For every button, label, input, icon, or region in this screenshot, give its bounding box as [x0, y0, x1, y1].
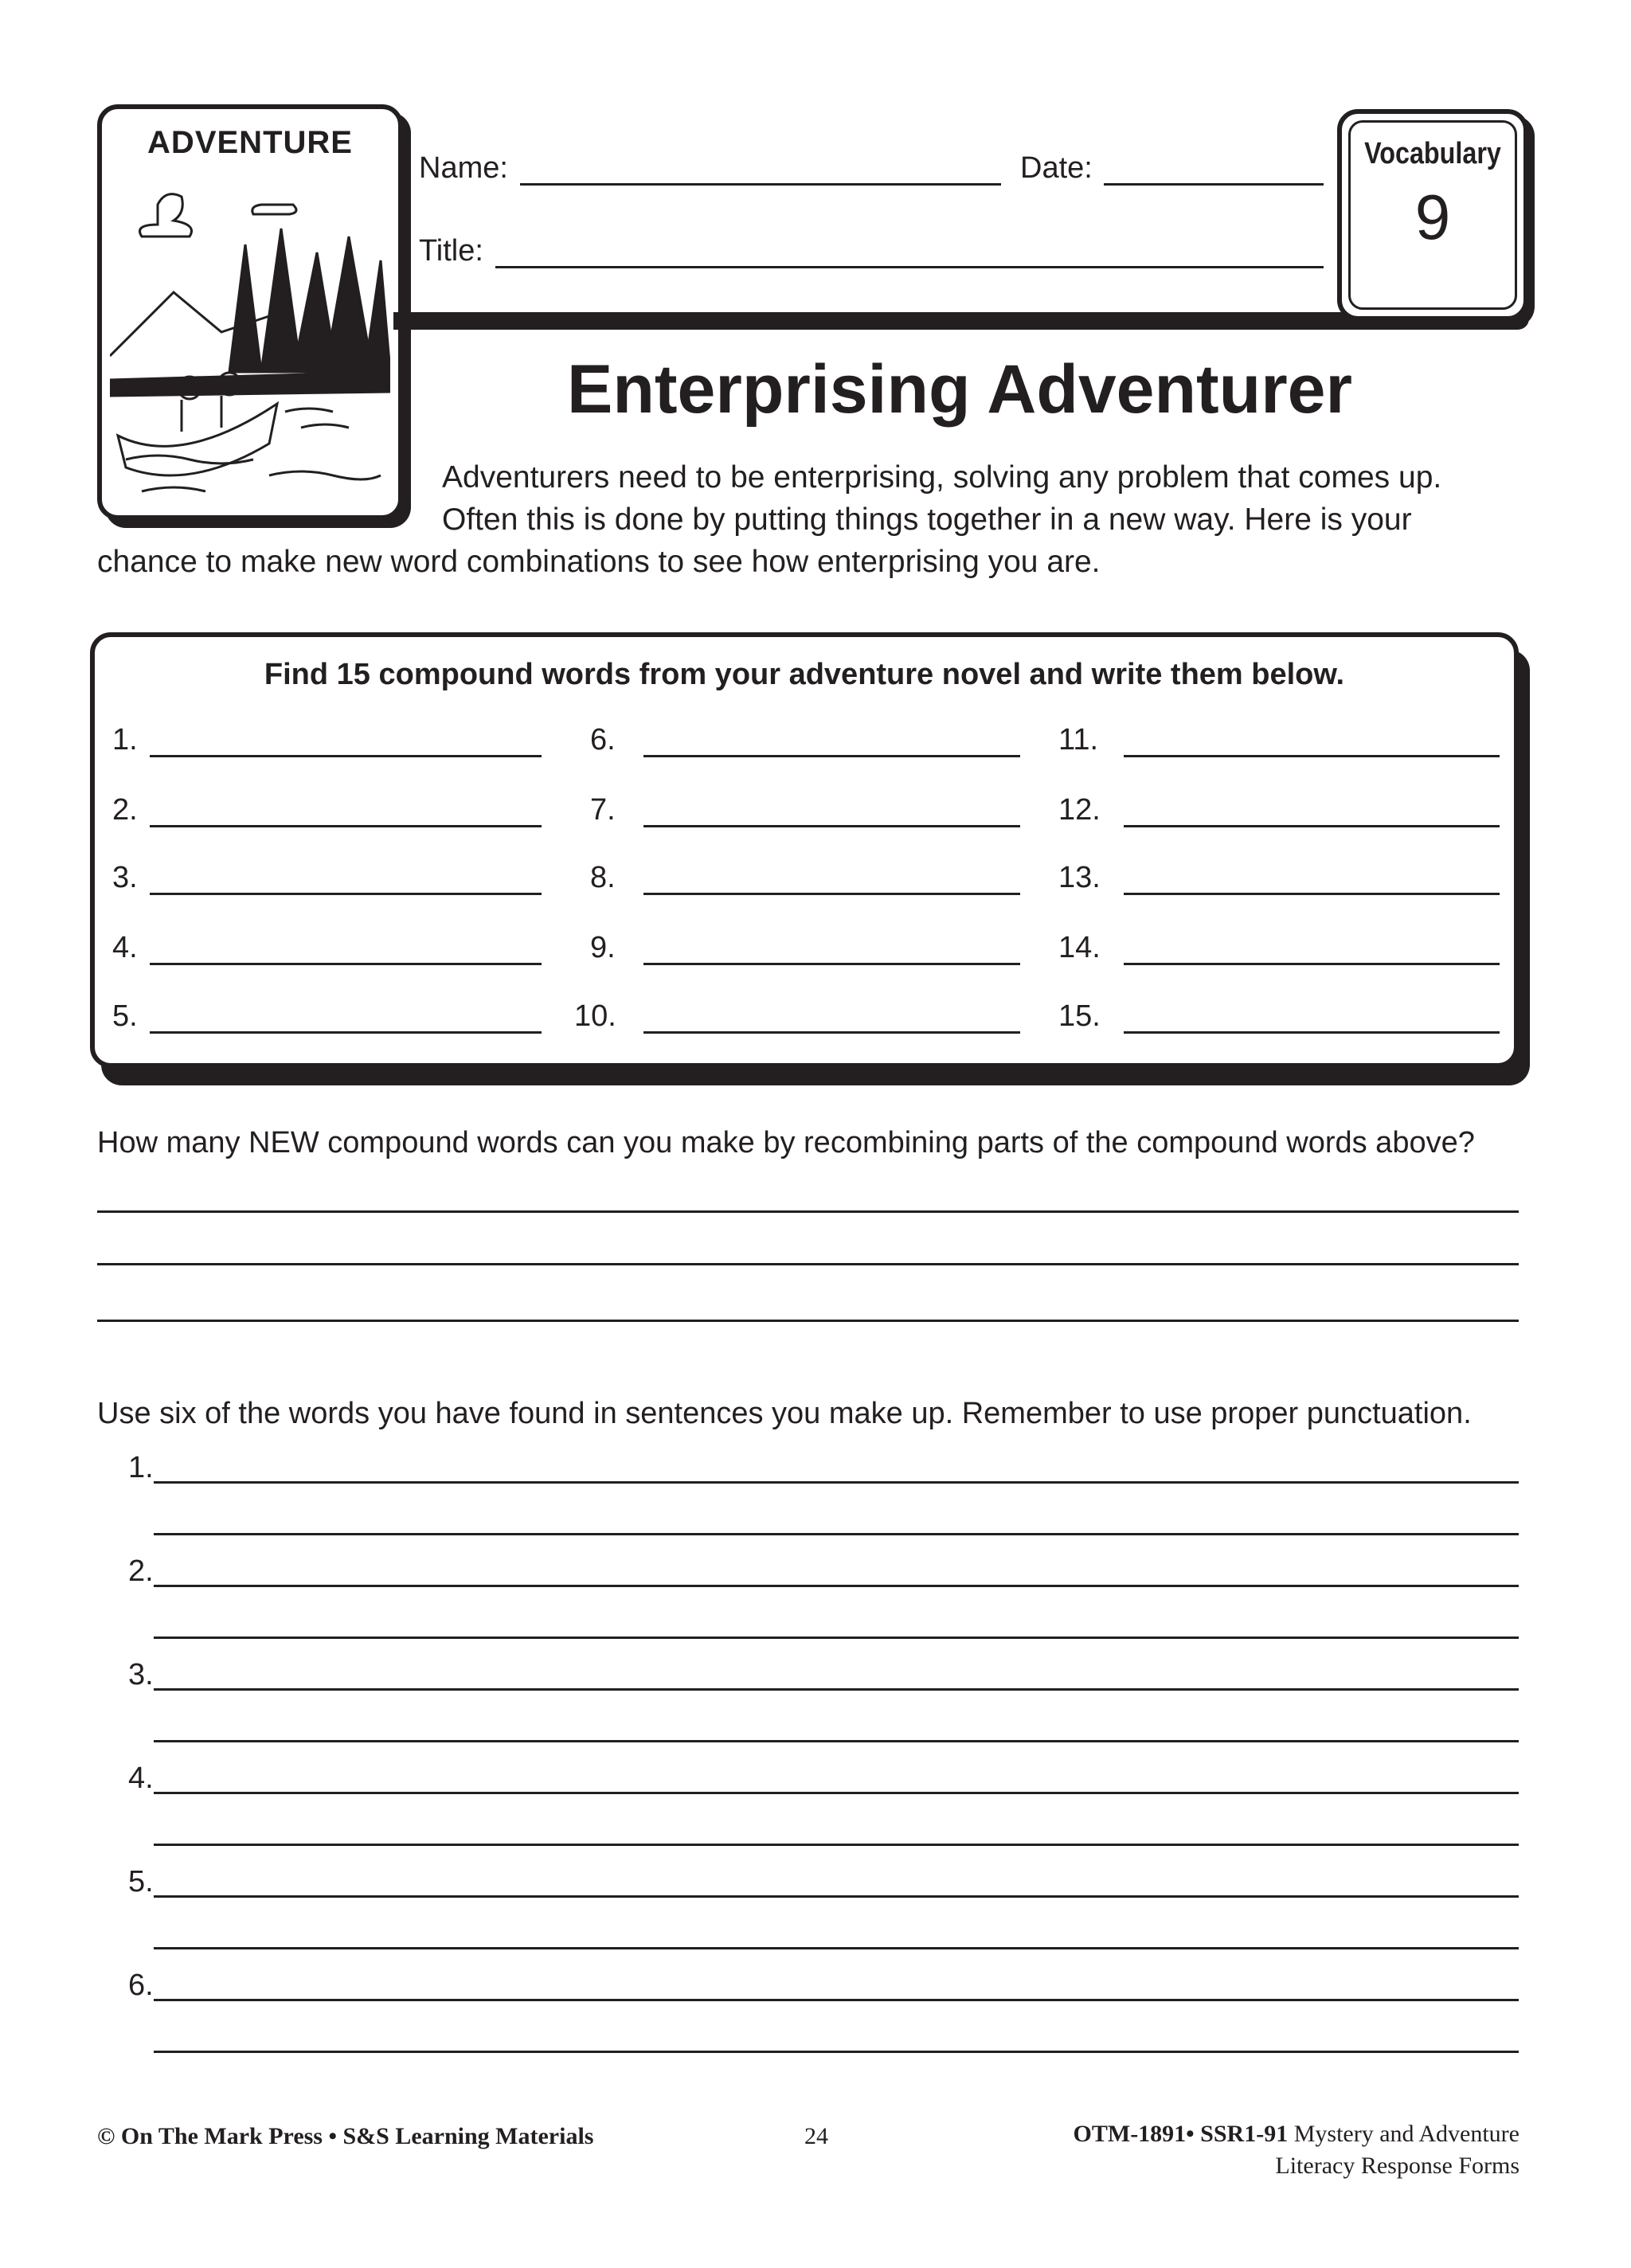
- card-label: ADVENTURE: [147, 125, 353, 160]
- compound-word-field[interactable]: [643, 755, 1020, 757]
- sentence-line[interactable]: [154, 1585, 1519, 1587]
- compound-word-field[interactable]: [643, 1031, 1020, 1034]
- sentence-line[interactable]: [154, 1740, 1519, 1742]
- sentence-line[interactable]: [154, 1844, 1519, 1846]
- word-number: 6.: [590, 723, 616, 757]
- question-recombine: How many NEW compound words can you make by recombining parts of the compound words above?: [97, 1126, 1475, 1159]
- footer-copyright: © On The Mark Press • S&S Learning Materials: [97, 2123, 594, 2149]
- answer-line[interactable]: [97, 1320, 1519, 1322]
- sentence-number: 4.: [128, 1762, 154, 1795]
- sentence-line[interactable]: [154, 1481, 1519, 1484]
- word-number: 8.: [590, 861, 616, 894]
- word-number: 3.: [112, 861, 138, 894]
- name-label: Name:: [419, 151, 508, 185]
- title-field[interactable]: [495, 266, 1324, 268]
- title-label: Title:: [419, 234, 483, 268]
- sentence-line[interactable]: [154, 1688, 1519, 1691]
- adventure-card: [97, 104, 403, 520]
- sentence-line[interactable]: [154, 1999, 1519, 2001]
- word-number: 14.: [1058, 931, 1101, 964]
- intro-line-2: Often this is done by putting things together in a new way. Here is your: [442, 502, 1412, 537]
- word-number: 10.: [574, 999, 616, 1033]
- question-sentences: Use six of the words you have found in sentences you make up. Remember to use proper punctuation.: [97, 1397, 1472, 1430]
- word-number: 12.: [1058, 793, 1101, 827]
- compound-word-field[interactable]: [643, 893, 1020, 895]
- page-number: 24: [804, 2123, 828, 2149]
- compound-word-field[interactable]: [150, 1031, 542, 1034]
- word-number: 11.: [1058, 723, 1099, 757]
- word-number: 7.: [590, 793, 616, 827]
- intro-line-3: chance to make new word combinations to see how enterprising you are.: [97, 545, 1101, 579]
- date-label: Date:: [1020, 151, 1093, 185]
- badge-label: Vocabulary: [1364, 137, 1501, 170]
- badge-number: 9: [1414, 182, 1451, 252]
- footer-series: [1074, 2121, 1520, 2148]
- compound-word-field[interactable]: [150, 893, 542, 895]
- compound-word-field[interactable]: [1124, 755, 1500, 757]
- word-number: 9.: [590, 931, 616, 964]
- word-number: 4.: [112, 931, 138, 964]
- answer-line[interactable]: [97, 1263, 1519, 1265]
- vocabulary-badge: [1337, 109, 1528, 321]
- sentence-line[interactable]: [154, 1895, 1519, 1898]
- sentence-number: 3.: [128, 1658, 154, 1691]
- date-field[interactable]: [1104, 183, 1324, 186]
- word-number: 13.: [1058, 861, 1101, 894]
- sentence-number: 6.: [128, 1969, 154, 2002]
- sentence-line[interactable]: [154, 1792, 1519, 1794]
- compound-word-field[interactable]: [643, 963, 1020, 965]
- compound-word-field[interactable]: [150, 755, 542, 757]
- footer-series-title: Mystery and Adventure: [1288, 2121, 1520, 2147]
- sentence-line[interactable]: [154, 1947, 1519, 1949]
- canoe-illustration: [110, 173, 390, 507]
- compound-words-box: [90, 632, 1519, 1068]
- compound-word-field[interactable]: [150, 963, 542, 965]
- footer-series-line2: Literacy Response Forms: [1275, 2153, 1520, 2179]
- word-number: 2.: [112, 793, 138, 827]
- sentence-line[interactable]: [154, 2051, 1519, 2053]
- compound-word-field[interactable]: [1124, 963, 1500, 965]
- intro-line-1: Adventurers need to be enterprising, solving any problem that comes up.: [442, 460, 1442, 495]
- sentence-line[interactable]: [154, 1533, 1519, 1535]
- word-number: 15.: [1058, 999, 1101, 1033]
- box-heading: Find 15 compound words from your adventure novel and write them below.: [264, 658, 1345, 691]
- compound-word-field[interactable]: [1124, 825, 1500, 827]
- word-number: 1.: [112, 723, 138, 757]
- sentence-number: 5.: [128, 1865, 154, 1898]
- sentence-number: 2.: [128, 1554, 154, 1588]
- sentence-number: 1.: [128, 1451, 154, 1484]
- compound-word-field[interactable]: [1124, 893, 1500, 895]
- word-number: 5.: [112, 999, 138, 1033]
- compound-word-field[interactable]: [1124, 1031, 1500, 1034]
- name-field[interactable]: [520, 183, 1001, 186]
- compound-word-field[interactable]: [150, 825, 542, 827]
- answer-line[interactable]: [97, 1210, 1519, 1213]
- compound-word-field[interactable]: [643, 825, 1020, 827]
- sentence-line[interactable]: [154, 1636, 1519, 1639]
- page-title: Enterprising Adventurer: [567, 351, 1352, 428]
- footer-code: OTM-1891• SSR1-91: [1073, 2121, 1289, 2147]
